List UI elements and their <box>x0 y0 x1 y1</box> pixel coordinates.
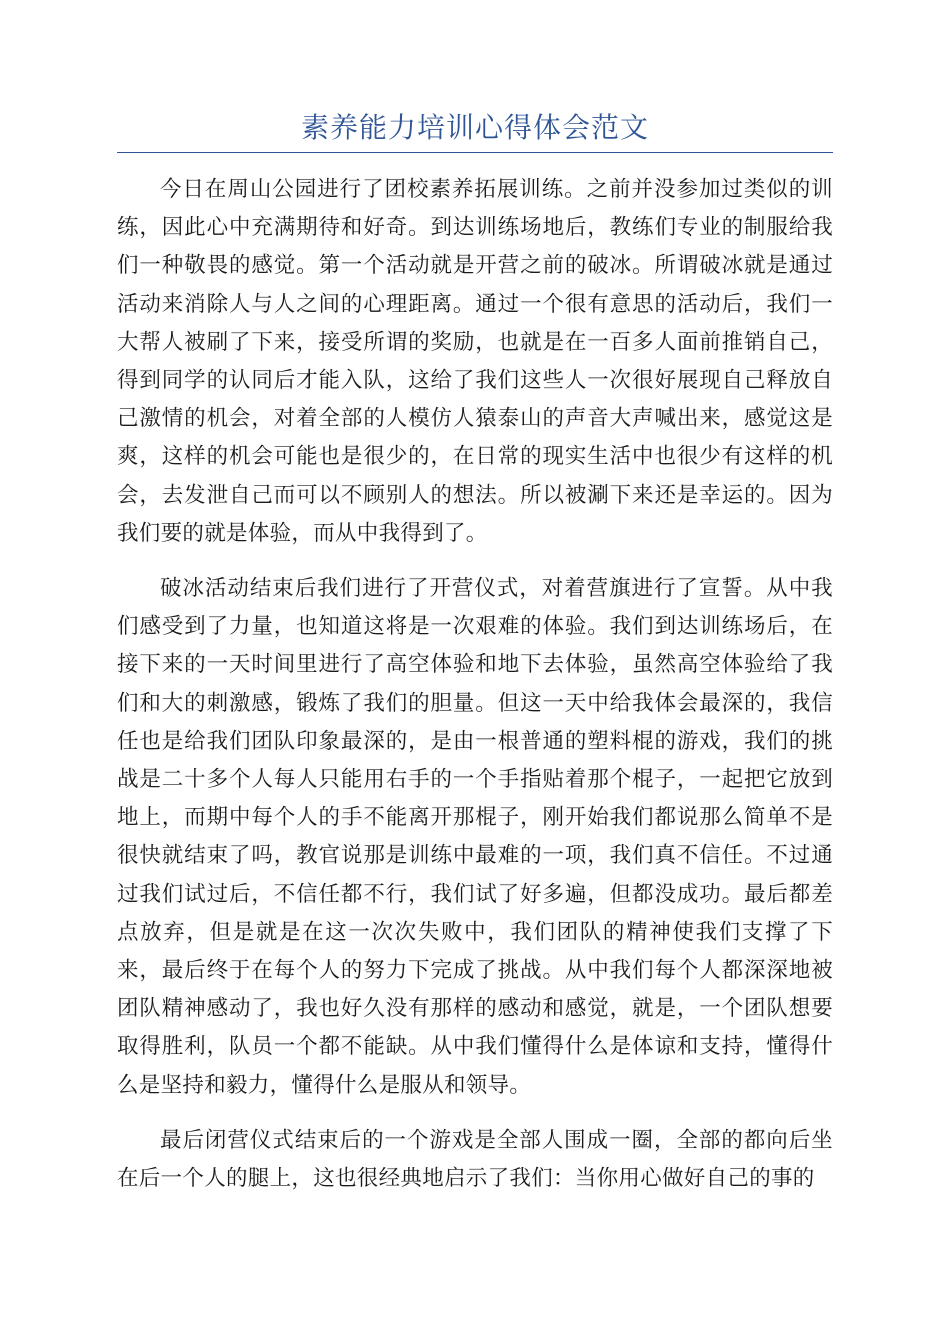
document-page <box>117 108 833 1215</box>
title-underline <box>117 152 833 153</box>
paragraph-3: 最后闭营仪式结束后的一个游戏是全部人围成一圈，全部的都向后坐在后一个人的腿上，这也很经典地启示了我们：当你用心做好自己的事的 <box>117 1127 833 1192</box>
paragraph-2: 破冰活动结束后我们进行了开营仪式，对着营旗进行了宣誓。从中我们感受到了力量，也知道这将是一次艰难的体验。我们到达训练场后，在接下来的一天时间里进行了高空体验和地下去体验，虽然高空体验给了我们和大的刺激感，锻炼了我们的胆量。但这一天中给我体会最深的，我信任也是给我们团队印象最深的，是由一根普通的塑料棍的游戏，我们的挑战是二十多个人每人只能用右手的一个手指贴着那个棍子，一起把它放到地上，而期中每个人的手不能离开那棍子，刚开始我们都说那么简单不是很快就结束了吗，教官说那是训练中最难的一项，我们真不信任。不过通过我们试过后，不信任都不行，我们试了好多遍，但都没成功。最后都差点放弃，但是就是在这一次次失败中，我们团队的精神使我们支撑了下来，最后终于在每个人的努力下完成了挑战。从中我们每个人都深深地被团队精神感动了，我也好久没有那样的感动和感觉，就是，一个团队想要取得胜利，队员一个都不能缺。从中我们懂得什么是体谅和支持，懂得什么是坚持和毅力，懂得什么是服从和领导。 <box>117 576 833 1098</box>
document-title: 素养能力培训心得体会范文 <box>300 111 649 144</box>
paragraph-1: 今日在周山公园进行了团校素养拓展训练。之前并没参加过类似的训练，因此心中充满期待和好奇。到达训练场地后，教练们专业的制服给我们一种敬畏的感觉。第一个活动就是开营之前的破冰。所谓破冰就是通过活动来消除人与人之间的心理距离。通过一个很有意思的活动后，我们一大帮人被刷了下来，接受所谓的奖励，也就是在一百多人面前推销自己，得到同学的认同后才能入队，这给了我们这些人一次很好展现自己释放自己激情的机会，对着全部的人模仿人猿泰山的声音大声喊出来，感觉这是爽，这样的机会可能也是很少的，在日常的现实生活中也很少有这样的机会，去发泄自己而可以不顾别人的想法。所以被涮下来还是幸运的。因为我们要的就是体验，而从中我得到了。 <box>117 177 833 546</box>
